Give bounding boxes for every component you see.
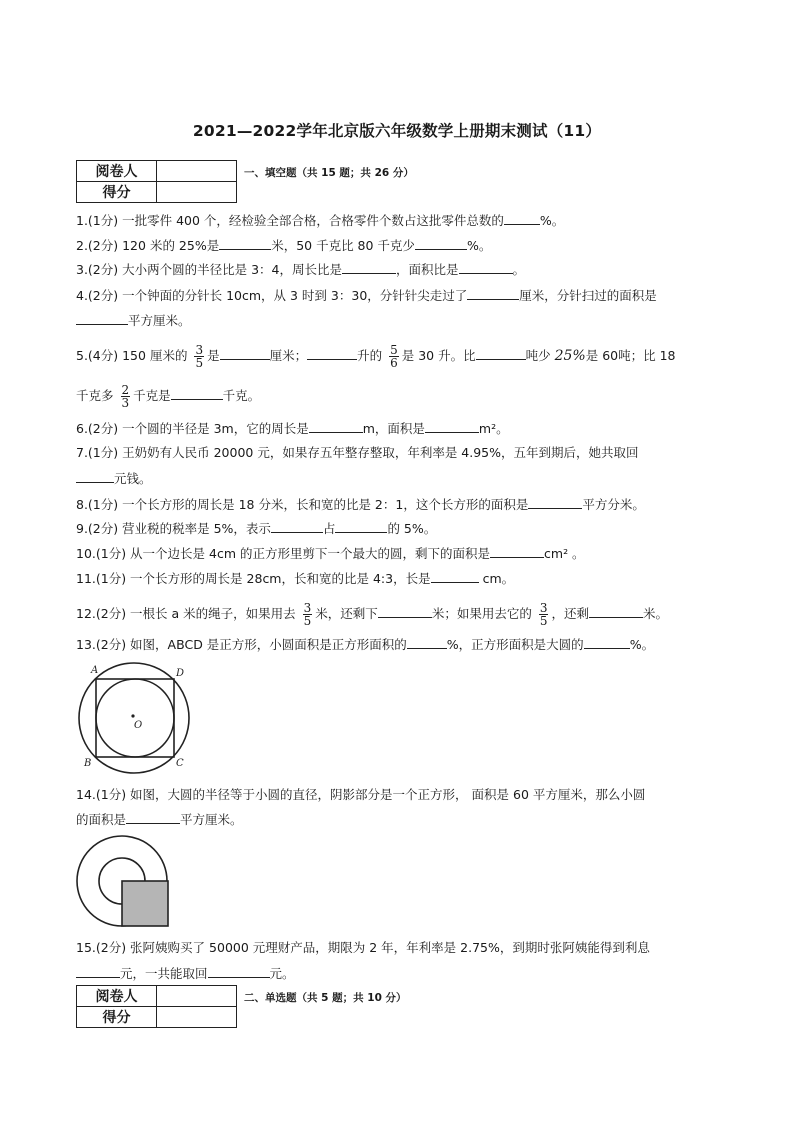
small-circle: [96, 679, 174, 757]
question-14-line-2: 的面积是 平方厘米。: [76, 812, 243, 827]
answer-blank[interactable]: [431, 570, 479, 583]
fraction: $\frac{2}{3}$: [121, 383, 130, 410]
question-14: 14.(1分) 如图，大圆的半径等于小圆的直径，阴影部分是一个正方形， 面积是 60 平方厘米，那么小圆: [76, 787, 646, 802]
question-7-line-2: 元钱。: [76, 470, 726, 487]
answer-blank[interactable]: [490, 545, 544, 558]
question-8: 8.(1分) 一个长方形的周长是 18 分米，长和宽的比是 2：1，这个长方形的面积是 平方分米。: [76, 497, 645, 512]
question-6: 6.(2分) 一个圆的半径是 3m，它的周长是 m，面积是 m²。: [76, 421, 509, 436]
answer-blank[interactable]: [76, 470, 114, 483]
section-title: 二、单选题（共 5 题；共 10 分）: [244, 992, 407, 1004]
score-label: 得分: [77, 182, 157, 203]
answer-blank[interactable]: [378, 605, 432, 618]
question-13: 13.(2分) 如图，ABCD 是正方形，小圆面积是正方形面积的 %，正方形面积是大圆的 %。: [76, 637, 655, 652]
fraction: $\frac{3}{5}$: [195, 343, 204, 370]
question-10: 10.(1分) 从一个边长是 4cm 的正方形里剪下一个最大的圆，剩下的面积是 cm² 。: [76, 546, 585, 561]
answer-blank[interactable]: [342, 261, 396, 274]
shaded-square: [122, 881, 168, 926]
label-d: D: [176, 668, 185, 679]
answer-blank[interactable]: [415, 237, 467, 250]
answer-blank[interactable]: [307, 347, 357, 360]
answer-blank[interactable]: [476, 347, 526, 360]
fraction: $\frac{3}{5}$: [539, 601, 548, 628]
question-11: 11.(1分) 一个长方形的周长是 28cm，长和宽的比是 4:3，长是 cm。: [76, 571, 515, 586]
score-field: [157, 182, 237, 203]
answer-blank[interactable]: [504, 212, 540, 225]
page-title: 2021—2022学年北京版六年级数学上册期末测试（11）: [192, 122, 602, 140]
answer-blank[interactable]: [219, 237, 271, 250]
answer-blank[interactable]: [584, 636, 630, 649]
circles-square-figure: [76, 834, 176, 930]
answer-blank[interactable]: [407, 636, 447, 649]
question-12: 12.(2分) 一根长 a 米的绳子，如果用去 $\frac{3}{5}$ 米，还剩下 米；如果用去它的 $\frac{3}{5}$ ，还剩 米。: [76, 601, 668, 628]
reviewer-field: [157, 161, 237, 182]
section-title: 一、填空题（共 15 题；共 26 分）: [244, 167, 414, 179]
question-7: 7.(1分) 王奶奶有人民币 20000 元，如果存五年整存整取，年利率是 4.95%，五年到期后，她共取回: [76, 445, 639, 460]
question-4-line-2: 平方厘米。: [76, 312, 726, 329]
grader-table: [76, 160, 237, 203]
label-o: O: [134, 720, 143, 731]
answer-blank[interactable]: [271, 520, 323, 533]
fraction: $\frac{5}{6}$: [390, 343, 398, 370]
answer-blank[interactable]: [589, 605, 643, 618]
circle-square-figure: [76, 660, 200, 774]
score-field: [157, 1007, 237, 1028]
answer-blank[interactable]: [528, 496, 582, 509]
question-3: 3.(2分) 大小两个圆的半径比是 3：4，周长比是 ，面积比是 。: [76, 262, 526, 277]
answer-blank[interactable]: [467, 287, 519, 300]
fraction: $\frac{3}{5}$: [303, 601, 312, 628]
question-9: 9.(2分) 营业税的税率是 5%，表示 占 的 5%。: [76, 521, 437, 536]
answer-blank[interactable]: [76, 965, 120, 978]
label-b: B: [84, 758, 92, 769]
answer-blank[interactable]: [76, 312, 128, 325]
label-a: A: [91, 665, 99, 676]
reviewer-label: 阅卷人: [77, 986, 157, 1007]
question-5-line-2: 千克多 $\frac{2}{3}$ 千克是 千克。: [76, 383, 261, 410]
answer-blank[interactable]: [335, 520, 387, 533]
answer-blank[interactable]: [171, 387, 223, 400]
score-label: 得分: [77, 1007, 157, 1028]
question-5: 5.(4分) 150 厘米的 $\frac{3}{5}$ 是 厘米； 升的 $\frac{5}{6}$ 是 30 升。比 吨少 25%是 60吨；比 18: [76, 343, 676, 370]
question-15: 15.(2分) 张阿姨购买了 50000 元理财产品，期限为 2 年，年利率是 2.75%，到期时张阿姨能得到利息: [76, 940, 650, 955]
question-4: 4.(2分) 一个钟面的分针长 10cm，从 3 时到 3：30，分针针尖走过了 厘米，分针扫过的面积是: [76, 288, 657, 303]
answer-blank[interactable]: [309, 420, 363, 433]
grader-table: [76, 985, 237, 1028]
reviewer-field: [157, 986, 237, 1007]
answer-blank[interactable]: [459, 261, 513, 274]
answer-blank[interactable]: [126, 811, 180, 824]
answer-blank[interactable]: [425, 420, 479, 433]
answer-blank[interactable]: [220, 347, 270, 360]
reviewer-label: 阅卷人: [77, 161, 157, 182]
label-c: C: [176, 758, 184, 769]
question-2: 2.(2分) 120 米的 25%是 米，50 千克比 80 千克少 %。: [76, 238, 492, 253]
question-1: 1.(1分) 一批零件 400 个，经检验全部合格，合格零件个数占这批零件总数的 %。: [76, 213, 565, 228]
question-15-line-2: 元，一共能取回 元。: [76, 965, 726, 982]
answer-blank[interactable]: [208, 965, 270, 978]
center-point: [131, 714, 134, 717]
